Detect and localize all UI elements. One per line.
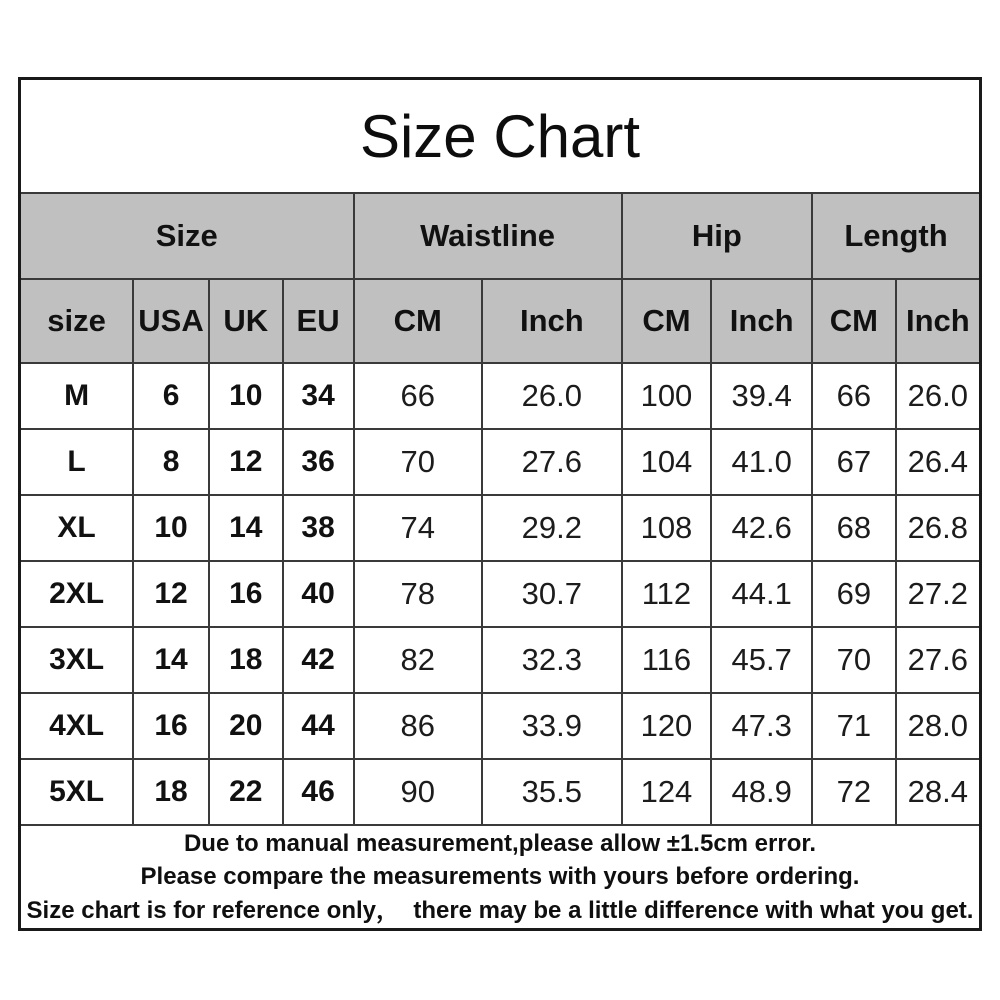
- hip-inch-cell: 48.9: [711, 759, 812, 825]
- waist-cm-cell: 74: [354, 495, 483, 561]
- size-label-cell: L: [20, 429, 134, 495]
- note-reference-only: Size chart is for reference only， there may be a little difference with what you get.: [26, 896, 974, 924]
- waist-inch-cell: 29.2: [482, 495, 622, 561]
- hip-cm-cell: 120: [622, 693, 712, 759]
- length-cm-cell: 71: [812, 693, 896, 759]
- hip-cm-cell: 104: [622, 429, 712, 495]
- size-label-cell: 4XL: [20, 693, 134, 759]
- uk-cell: 12: [209, 429, 283, 495]
- usa-cell: 18: [133, 759, 209, 825]
- uk-cell: 16: [209, 561, 283, 627]
- eu-cell: 44: [283, 693, 354, 759]
- length-inch-cell: 26.4: [896, 429, 981, 495]
- size-label-cell: 3XL: [20, 627, 134, 693]
- subheader-hip-cm: CM: [622, 279, 712, 363]
- page-title: Size Chart: [20, 79, 981, 194]
- hip-inch-cell: 47.3: [711, 693, 812, 759]
- hip-cm-cell: 112: [622, 561, 712, 627]
- size-chart-table: [18, 77, 982, 931]
- subheader-uk: UK: [209, 279, 283, 363]
- waist-inch-cell: 35.5: [482, 759, 622, 825]
- eu-cell: 38: [283, 495, 354, 561]
- hip-inch-cell: 45.7: [711, 627, 812, 693]
- length-cm-cell: 68: [812, 495, 896, 561]
- table-row-5xl: [20, 759, 981, 825]
- table-row-xl: [20, 495, 981, 561]
- subheader-eu-label: EU: [296, 303, 340, 338]
- uk-cell: 10: [209, 363, 283, 429]
- table-row-2xl: [20, 561, 981, 627]
- header-group-row: [20, 193, 981, 279]
- size-label-cell: XL: [20, 495, 134, 561]
- waist-cm-cell: 90: [354, 759, 483, 825]
- note-measurement-error: Due to manual measurement,please allow ±1.5cm error.: [183, 830, 817, 858]
- subheader-length-cm: CM: [812, 279, 896, 363]
- eu-cell: 36: [283, 429, 354, 495]
- usa-cell: 8: [133, 429, 209, 495]
- subheader-size: size: [20, 279, 134, 363]
- hip-inch-cell: 41.0: [711, 429, 812, 495]
- uk-cell: 22: [209, 759, 283, 825]
- waist-inch-cell: 27.6: [482, 429, 622, 495]
- eu-cell: 34: [283, 363, 354, 429]
- usa-cell: 6: [133, 363, 209, 429]
- length-inch-cell: 27.6: [896, 627, 981, 693]
- usa-cell: 12: [133, 561, 209, 627]
- hip-inch-cell: 39.4: [711, 363, 812, 429]
- length-inch-cell: 26.8: [896, 495, 981, 561]
- usa-cell: 10: [133, 495, 209, 561]
- length-inch-cell: 28.4: [896, 759, 981, 825]
- subheader-waist-cm: CM: [354, 279, 483, 363]
- size-label-cell: 2XL: [20, 561, 134, 627]
- table-row-l: [20, 429, 981, 495]
- hip-cm-cell: 124: [622, 759, 712, 825]
- hip-cm-cell: 116: [622, 627, 712, 693]
- subheader-length-inch: Inch: [896, 279, 981, 363]
- subheader-hip-inch: Inch: [711, 279, 812, 363]
- usa-cell: 14: [133, 627, 209, 693]
- length-cm-cell: 72: [812, 759, 896, 825]
- length-inch-cell: 26.0: [896, 363, 981, 429]
- hip-inch-cell: 44.1: [711, 561, 812, 627]
- uk-cell: 20: [209, 693, 283, 759]
- waist-inch-cell: 33.9: [482, 693, 622, 759]
- subheader-usa: USA: [133, 279, 209, 363]
- hip-cm-cell: 100: [622, 363, 712, 429]
- uk-cell: 18: [209, 627, 283, 693]
- size-label-cell: M: [20, 363, 134, 429]
- waist-cm-cell: 78: [354, 561, 483, 627]
- header-length-group: Length: [812, 193, 981, 279]
- notes-block: [20, 825, 981, 930]
- cell-corner-marker-icon: [283, 279, 292, 280]
- eu-cell: 42: [283, 627, 354, 693]
- header-size-group: Size: [20, 193, 354, 279]
- hip-inch-cell: 42.6: [711, 495, 812, 561]
- length-inch-cell: 28.0: [896, 693, 981, 759]
- subheader-eu: [283, 279, 354, 363]
- table-row-4xl: [20, 693, 981, 759]
- length-cm-cell: 69: [812, 561, 896, 627]
- length-cm-cell: 66: [812, 363, 896, 429]
- note-compare-measurements: Please compare the measurements with yours before ordering.: [140, 863, 860, 891]
- table-row-m: [20, 363, 981, 429]
- notes-row: [20, 825, 981, 930]
- header-sub-row: [20, 279, 981, 363]
- waist-cm-cell: 86: [354, 693, 483, 759]
- uk-cell: 14: [209, 495, 283, 561]
- size-label-cell: 5XL: [20, 759, 134, 825]
- waist-inch-cell: 26.0: [482, 363, 622, 429]
- waist-inch-cell: 32.3: [482, 627, 622, 693]
- waist-cm-cell: 82: [354, 627, 483, 693]
- eu-cell: 46: [283, 759, 354, 825]
- waist-cm-cell: 66: [354, 363, 483, 429]
- header-hip-group: Hip: [622, 193, 812, 279]
- usa-cell: 16: [133, 693, 209, 759]
- hip-cm-cell: 108: [622, 495, 712, 561]
- length-cm-cell: 70: [812, 627, 896, 693]
- table-row-3xl: [20, 627, 981, 693]
- eu-cell: 40: [283, 561, 354, 627]
- waist-cm-cell: 70: [354, 429, 483, 495]
- header-waistline-group: Waistline: [354, 193, 622, 279]
- title-row: [20, 79, 981, 194]
- waist-inch-cell: 30.7: [482, 561, 622, 627]
- subheader-waist-inch: Inch: [482, 279, 622, 363]
- length-inch-cell: 27.2: [896, 561, 981, 627]
- length-cm-cell: 67: [812, 429, 896, 495]
